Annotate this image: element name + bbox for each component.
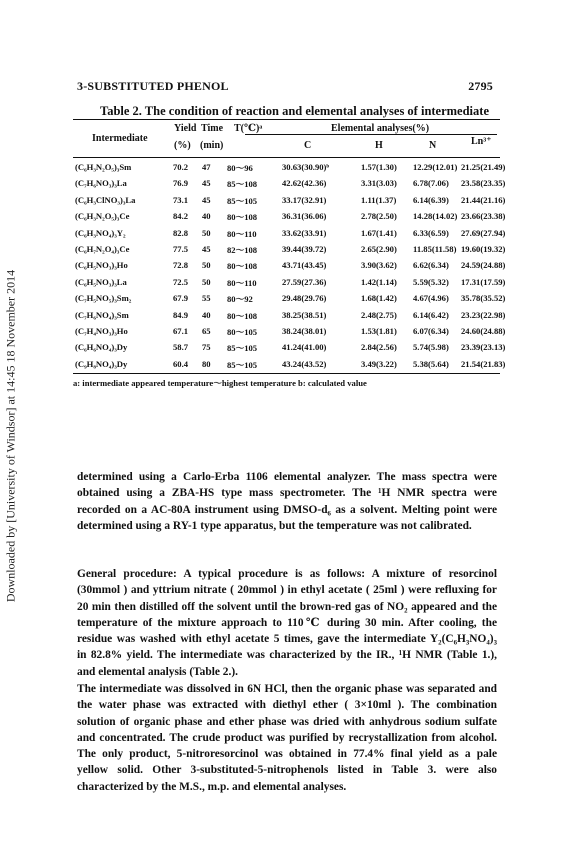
cell-h: 2.78(2.50) xyxy=(361,211,397,222)
cell-time: 47 xyxy=(202,162,211,172)
cell-c: 39.44(39.72) xyxy=(282,243,327,254)
paragraph-general-procedure xyxy=(77,566,497,680)
cell-yield: 84.9 xyxy=(173,309,189,320)
cell-n: 12.29(12.01) xyxy=(413,162,458,172)
text-line: the water phase was extracted with diethyl ether ( 3×10ml ). The combination xyxy=(77,699,497,712)
cell-c: 41.24(41.00) xyxy=(282,342,327,353)
cell-n: 14.28(14.02) xyxy=(413,211,458,222)
cell-intermediate: (C₉H₈NO₄)₃Dy xyxy=(75,358,128,369)
cell-h: 2.65(2.90) xyxy=(361,243,397,254)
table-row xyxy=(73,160,506,176)
cell-yield: 67.9 xyxy=(173,293,189,304)
col-n: N xyxy=(429,140,437,151)
text-line: temperature of the mixture approach to 110℃ during 30 min. After cooling, the xyxy=(77,616,497,629)
cell-h: 2.48(2.75) xyxy=(361,309,397,320)
cell-time: 45 xyxy=(202,194,211,205)
cell-h: 1.11(1.37) xyxy=(361,194,397,205)
text-line: The only product, 5-nitroresorcinol was obtained in 77.4% final yield as a pale xyxy=(77,748,497,761)
cell-intermediate: (C₇H₆NO₃)₃La xyxy=(75,178,127,189)
col-h: H xyxy=(375,140,383,151)
cell-yield: 82.8 xyxy=(173,227,189,238)
table-footnote: a: intermediate appeared temperature～highest temperature b: calculated value xyxy=(73,378,367,389)
text-line: residue was washed with ethyl acetate 5 times, gave the intermediate Y₂(C₆H₃NO₄)₃ xyxy=(77,633,497,646)
table-row xyxy=(73,291,506,307)
cell-n: 6.07(6.34) xyxy=(413,325,449,336)
cell-intermediate: (C₆H₅NO₃)₃Ho xyxy=(75,260,128,271)
cell-c: 27.59(27.36) xyxy=(282,276,327,287)
cell-yield: 72.8 xyxy=(173,260,189,271)
text-line: and concentrated. The crude product was purified by recrystallization from alcohol. xyxy=(77,731,497,744)
paragraph-workup xyxy=(77,681,497,795)
cell-c: 42.62(42.36) xyxy=(282,178,327,189)
cell-ln: 24.59(24.88) xyxy=(461,260,506,271)
cell-h: 1.57(1.30) xyxy=(361,162,397,172)
text-line: recorded on a AC-80A instrument using DMSO-d₆ as a solvent. Melting point were xyxy=(77,503,497,516)
cell-yield: 58.7 xyxy=(173,342,189,353)
cell-h: 2.84(2.56) xyxy=(361,342,397,353)
col-time-unit: (min) xyxy=(200,140,224,151)
cell-yield: 70.2 xyxy=(173,162,189,172)
download-watermark-text: Downloaded by [University of Windsor] at 14:45 18 November 2014 xyxy=(3,269,18,603)
running-title: 3-SUBSTITUTED PHENOL xyxy=(77,79,229,93)
cell-ln: 35.78(35.52) xyxy=(461,293,506,304)
text-line: (30mmol ) and yttrium nitrate ( 20mmol ) in ethyl acetate ( 25ml ) were refluxing for xyxy=(77,584,497,597)
cell-temp: 82～108 xyxy=(227,244,258,255)
cell-temp: 85～105 xyxy=(227,359,258,370)
cell-time: 50 xyxy=(202,276,211,287)
col-elemental: Elemental analyses(%) xyxy=(331,123,430,134)
text-line: obtained using a ZBA-HS type mass spectrometer. The ¹H NMR spectra were xyxy=(77,487,497,500)
table-row xyxy=(73,193,506,209)
cell-h: 1.68(1.42) xyxy=(361,293,397,304)
cell-intermediate: (C₆H₃N₂O₅)₃Ce xyxy=(75,211,130,222)
table-header xyxy=(73,120,500,157)
cell-n: 6.14(6.42) xyxy=(413,309,449,320)
table-bottom-rule xyxy=(73,373,500,374)
cell-n: 5.74(5.98) xyxy=(413,342,449,353)
cell-time: 40 xyxy=(202,211,211,222)
cell-intermediate: (C₆H₆NO₄)₃Dy xyxy=(75,342,128,353)
table-body xyxy=(73,160,506,373)
cell-temp: 85～105 xyxy=(227,343,258,354)
cell-ln: 17.31(17.59) xyxy=(461,276,506,287)
col-ln: Ln³⁺ xyxy=(471,136,492,147)
cell-time: 65 xyxy=(202,325,211,336)
cell-c: 38.25(38.51) xyxy=(282,309,327,320)
cell-time: 75 xyxy=(202,342,211,353)
text-line: The intermediate was dissolved in 6N HCl, then the organic phase was separated and xyxy=(77,683,497,695)
text-line: and elemental analysis (Table 2.). xyxy=(77,665,238,678)
col-intermediate: Intermediate xyxy=(92,133,148,144)
cell-intermediate: (C₇H₅NO₅)₃Sm₂ xyxy=(75,293,132,304)
cell-time: 45 xyxy=(202,243,211,254)
text-line: in 82.8% yield. The intermediate was characterized by the IR., ¹H NMR (Table 1.), xyxy=(77,649,497,662)
cell-ln: 21.44(21.16) xyxy=(461,194,506,205)
cell-c: 43.24(43.52) xyxy=(282,358,327,369)
cell-h: 1.53(1.81) xyxy=(361,325,397,336)
cell-ln: 21.25(21.49) xyxy=(461,162,506,172)
cell-intermediate: (C₇H₆NO₄)₃Sm xyxy=(75,309,129,320)
cell-yield: 73.1 xyxy=(173,194,189,205)
cell-yield: 60.4 xyxy=(173,358,189,369)
table-row xyxy=(73,226,506,242)
cell-temp: 80～108 xyxy=(227,310,258,321)
cell-h: 3.90(3.62) xyxy=(361,260,397,271)
general-procedure-text: A typical procedure is as follows: A mixture of resorcinol xyxy=(176,568,497,580)
cell-n: 6.14(6.39) xyxy=(413,194,449,205)
cell-c: 43.71(43.45) xyxy=(282,260,327,271)
col-yield: Yield xyxy=(174,123,197,134)
table-row xyxy=(73,324,506,340)
cell-c: 29.48(29.76) xyxy=(282,293,327,304)
cell-n: 6.62(6.34) xyxy=(413,260,449,271)
cell-c: 33.17(32.91) xyxy=(282,194,327,205)
text-line xyxy=(77,566,497,582)
cell-ln: 23.66(23.38) xyxy=(461,211,506,222)
page-header xyxy=(77,79,493,94)
cell-intermediate: (C₆H₇N₂O₄)₃Ce xyxy=(75,243,130,254)
cell-intermediate: (C₆H₃ClNO₃)₃La xyxy=(75,194,136,205)
cell-time: 50 xyxy=(202,260,211,271)
cell-temp: 80～110 xyxy=(227,228,257,239)
cell-n: 11.85(11.58) xyxy=(413,243,457,254)
table-2 xyxy=(73,119,506,389)
cell-ln: 27.69(27.94) xyxy=(461,227,506,238)
cell-h: 1.42(1.14) xyxy=(361,276,397,287)
cell-temp: 80～92 xyxy=(227,294,253,305)
cell-time: 55 xyxy=(202,293,211,304)
cell-ln: 23.58(23.35) xyxy=(461,178,506,189)
cell-n: 6.78(7.06) xyxy=(413,178,449,189)
cell-yield: 72.5 xyxy=(173,276,189,287)
cell-n: 4.67(4.96) xyxy=(413,293,449,304)
cell-time: 50 xyxy=(202,227,211,238)
table-row xyxy=(73,209,506,225)
text-line: determined using a RY-1 type apparatus, but the temperature was not calibrated. xyxy=(77,519,472,532)
paragraph-methods xyxy=(77,469,497,534)
table-row xyxy=(73,340,506,356)
cell-intermediate: (C₆H₃N₂O₅)₃Sm xyxy=(75,162,132,172)
page-number: 2795 xyxy=(468,79,493,93)
cell-temp: 85～108 xyxy=(227,179,258,190)
cell-intermediate: (C₆H₅NO₃)₃La xyxy=(75,276,127,287)
col-time: Time xyxy=(201,123,224,134)
table-row xyxy=(73,176,506,192)
cell-c: 30.63(30.90)ᵇ xyxy=(282,162,330,172)
col-c: C xyxy=(304,140,312,151)
text-line: solution of organic phase and ether phase was dried with anhydrous sodium sulfate xyxy=(77,715,497,728)
cell-ln: 23.23(22.98) xyxy=(461,309,506,320)
table-row xyxy=(73,357,506,373)
cell-h: 1.67(1.41) xyxy=(361,227,397,238)
table-header-rule xyxy=(73,157,500,158)
cell-temp: 80～110 xyxy=(227,277,257,288)
table-row xyxy=(73,258,506,274)
elemental-subrule xyxy=(245,134,497,135)
cell-temp: 80～96 xyxy=(227,163,253,173)
general-procedure-heading: General procedure: xyxy=(77,568,177,580)
text-line: determined using a Carlo-Erba 1106 elemental analyzer. The mass spectra were xyxy=(77,471,497,483)
cell-ln: 23.39(23.13) xyxy=(461,342,506,353)
col-yield-unit: (%) xyxy=(174,140,191,151)
cell-temp: 85～105 xyxy=(227,195,258,206)
text-line: characterized by the M.S., m.p. and elemental analyses. xyxy=(77,780,347,793)
cell-n: 6.33(6.59) xyxy=(413,227,449,238)
cell-temp: 80～108 xyxy=(227,261,258,272)
download-watermark xyxy=(3,226,19,646)
cell-n: 5.38(5.64) xyxy=(413,358,449,369)
cell-c: 36.31(36.06) xyxy=(282,211,327,222)
cell-time: 80 xyxy=(202,358,211,369)
cell-intermediate: (C₇H₄NO₃)₃Ho xyxy=(75,325,128,336)
col-temp: T(℃)ᵃ xyxy=(234,123,263,134)
cell-yield: 76.9 xyxy=(173,178,189,189)
cell-c: 33.62(33.91) xyxy=(282,227,327,238)
text-line: yellow solid. Other 3-substituted-5-nitrophenols listed in Table 3. were also xyxy=(77,764,497,777)
cell-time: 40 xyxy=(202,309,211,320)
cell-temp: 80～105 xyxy=(227,326,258,337)
cell-c: 38.24(38.01) xyxy=(282,325,327,336)
cell-temp: 80～108 xyxy=(227,212,258,223)
table-row xyxy=(73,275,506,291)
cell-h: 3.31(3.03) xyxy=(361,178,397,189)
cell-yield: 67.1 xyxy=(173,325,189,336)
cell-ln: 24.60(24.88) xyxy=(461,325,506,336)
cell-yield: 84.2 xyxy=(173,211,189,222)
cell-intermediate: (C₆H₃NO₄)₃Y₂ xyxy=(75,227,126,238)
table-caption: Table 2. The condition of reaction and elemental analyses of intermediate xyxy=(100,104,489,118)
table-row xyxy=(73,308,506,324)
cell-ln: 21.54(21.83) xyxy=(461,358,506,369)
text-line: 20 min then distilled off the solvent until the brown-red gas of NO₂ appeared and the xyxy=(77,600,497,613)
cell-ln: 19.60(19.32) xyxy=(461,243,506,254)
table-row xyxy=(73,242,506,258)
cell-h: 3.49(3.22) xyxy=(361,358,397,369)
cell-time: 45 xyxy=(202,178,211,189)
cell-n: 5.59(5.32) xyxy=(413,276,449,287)
cell-yield: 77.5 xyxy=(173,243,189,254)
